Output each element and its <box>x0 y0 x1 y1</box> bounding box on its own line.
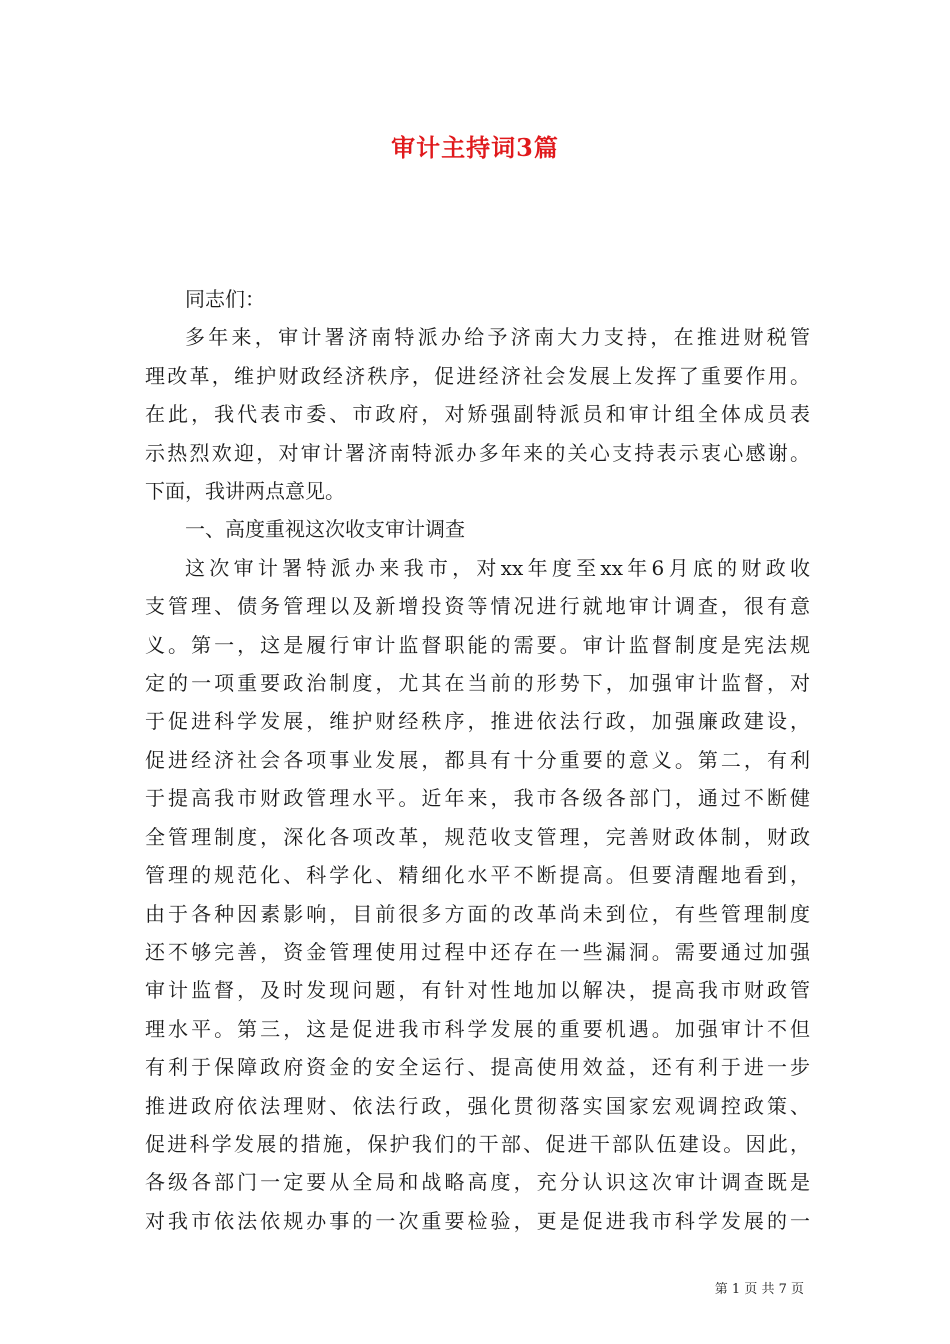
body-line: 于提高我市财政管理水平。近年来，我市各级各部门，通过不断健 <box>145 786 810 811</box>
body-line: 各级各部门一定要从全局和战略高度，充分认识这次审计调查既是 <box>145 1170 810 1195</box>
body-line: 由于各种因素影响，目前很多方面的改革尚未到位，有些管理制度 <box>145 901 810 926</box>
body-line: 有利于保障政府资金的安全运行、提高使用效益，还有利于进一步 <box>145 1055 810 1080</box>
body-line: 对我市依法依规办事的一次重要检验，更是促进我市科学发展的一 <box>145 1208 810 1233</box>
body-line: 示热烈欢迎，对审计署济南特派办多年来的关心支持表示衷心感谢。 <box>145 440 810 465</box>
section-heading: 一、高度重视这次收支审计调查 <box>185 517 465 542</box>
body-line: 管理的规范化、科学化、精细化水平不断提高。但要清醒地看到， <box>145 863 810 888</box>
document-body <box>145 280 810 1240</box>
body-line: 促进经济社会各项事业发展，都具有十分重要的意义。第二，有利 <box>145 747 810 772</box>
body-line: 于促进科学发展，维护财经秩序，推进依法行政，加强廉政建设， <box>145 709 810 734</box>
body-line: 推进政府依法理财、依法行政，强化贯彻落实国家宏观调控政策、 <box>145 1093 810 1118</box>
body-line: 理改革，维护财政经济秩序，促进经济社会发展上发挥了重要作用。 <box>145 363 810 388</box>
body-line: 下面，我讲两点意见。 <box>145 479 345 504</box>
document-title: 审计主持词3篇 <box>391 133 559 162</box>
body-line: 在此，我代表市委、市政府，对矫强副特派员和审计组全体成员表 <box>145 402 810 427</box>
body-line: 这次审计署特派办来我市，对xx年度至xx年6月底的财政收 <box>185 555 810 580</box>
page-number-footer: 第 1 页 共 7 页 <box>714 1282 804 1297</box>
body-line: 促进科学发展的措施，保护我们的干部、促进干部队伍建设。因此， <box>145 1131 810 1156</box>
body-line: 多年来，审计署济南特派办给予济南大力支持，在推进财税管 <box>185 325 810 350</box>
body-line: 义。第一，这是履行审计监督职能的需要。审计监督制度是宪法规 <box>145 632 810 657</box>
body-line: 全管理制度，深化各项改革，规范收支管理，完善财政体制，财政 <box>145 824 810 849</box>
body-line: 审计监督，及时发现问题，有针对性地加以解决，提高我市财政管 <box>145 978 810 1003</box>
body-line: 还不够完善，资金管理使用过程中还存在一些漏洞。需要通过加强 <box>145 939 810 964</box>
body-line: 理水平。第三，这是促进我市科学发展的重要机遇。加强审计不但 <box>145 1016 810 1041</box>
salutation-line: 同志们： <box>185 287 265 311</box>
body-line: 定的一项重要政治制度，尤其在当前的形势下，加强审计监督，对 <box>145 671 810 696</box>
body-line: 支管理、债务管理以及新增投资等情况进行就地审计调查，很有意 <box>145 594 810 619</box>
